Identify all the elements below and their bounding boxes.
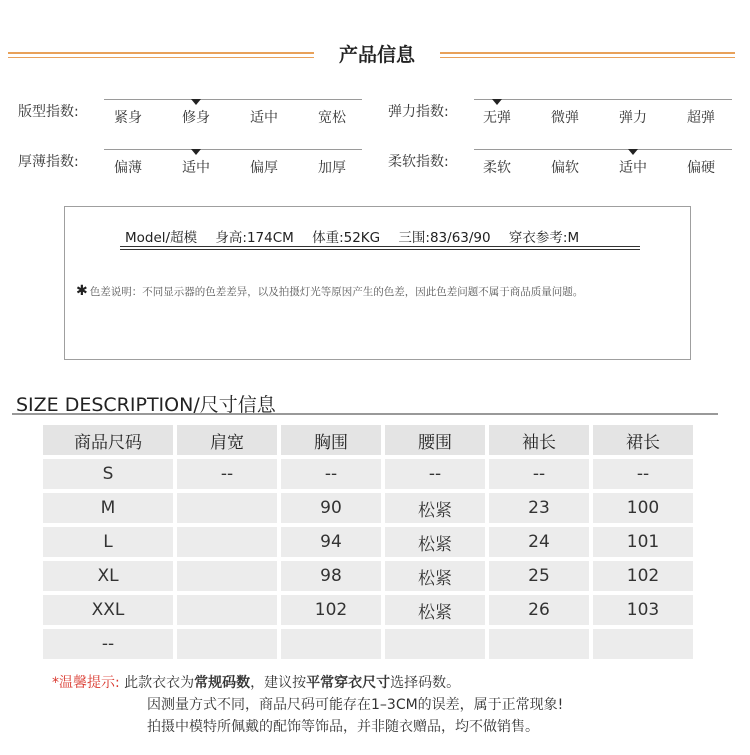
table-cell [177, 493, 277, 523]
table-cell [177, 595, 277, 625]
indicator-label-fit: 版型指数: [18, 104, 79, 120]
table-cell: XL [43, 561, 173, 591]
table-header-cell: 袖长 [489, 425, 589, 455]
table-cell: 102 [281, 595, 381, 625]
table-cell: 90 [281, 493, 381, 523]
indicator-option: 加厚 [318, 160, 346, 176]
asterisk-icon: ✱ [76, 283, 88, 299]
table-cell: -- [177, 459, 277, 489]
table-cell: 松紧 [385, 493, 485, 523]
size-section-divider [12, 413, 718, 415]
indicator-option: 偏薄 [114, 160, 142, 176]
indicator-option: 适中 [250, 110, 278, 126]
indicator-option: 弹力 [619, 110, 647, 126]
indicator-scale-line [474, 99, 732, 100]
table-cell: 102 [593, 561, 693, 591]
indicator-option: 柔软 [483, 160, 511, 176]
table-cell: 松紧 [385, 595, 485, 625]
table-cell: 98 [281, 561, 381, 591]
tips-text: 选择码数。 [390, 675, 461, 691]
table-header-cell: 肩宽 [177, 425, 277, 455]
indicator-scale-line [474, 149, 732, 150]
selected-marker-icon [191, 149, 201, 155]
table-cell [385, 629, 485, 659]
tips-emphasis: 平常穿衣尺寸 [306, 675, 391, 691]
header-divider-right [440, 52, 735, 54]
model-info-line [125, 226, 593, 246]
table-cell [177, 527, 277, 557]
table-cell: 23 [489, 493, 589, 523]
model-measurements: 三围:83/63/90 [398, 230, 491, 246]
indicator-option: 适中 [619, 160, 647, 176]
table-header-cell: 腰围 [385, 425, 485, 455]
table-cell: 松紧 [385, 527, 485, 557]
table-cell [593, 629, 693, 659]
indicator-option: 偏硬 [687, 160, 715, 176]
note-text: 色差说明：不同显示器的色差差异，以及拍摄灯光等原因产生的色差，因此色差问题不属于商品质量问题。 [89, 286, 584, 298]
model-height: 身高:174CM [215, 230, 294, 246]
selected-marker-icon [191, 99, 201, 105]
selected-marker-icon [628, 149, 638, 155]
tips-emphasis: 常规码数 [194, 675, 251, 691]
table-cell [281, 629, 381, 659]
model-info-underline [120, 246, 640, 247]
indicator-option: 适中 [182, 160, 210, 176]
table-cell: 101 [593, 527, 693, 557]
tips-block [52, 672, 563, 738]
table-cell: L [43, 527, 173, 557]
indicator-label-thick: 厚薄指数: [18, 154, 79, 170]
indicator-option: 修身 [182, 110, 210, 126]
table-cell: M [43, 493, 173, 523]
tips-line-3: 拍摄中模特所佩戴的配饰等饰品，并非随衣赠品，均不做销售。 [147, 719, 539, 735]
table-cell: 25 [489, 561, 589, 591]
color-difference-note [76, 283, 583, 299]
table-header-cell: 胸围 [281, 425, 381, 455]
tips-line-2: 因测量方式不同，商品尺码可能存在1–3CM的误差，属于正常现象! [147, 697, 564, 713]
table-cell: -- [489, 459, 589, 489]
table-cell: 24 [489, 527, 589, 557]
table-cell: -- [281, 459, 381, 489]
table-cell: 94 [281, 527, 381, 557]
section-title-product-info: 产品信息 [338, 44, 415, 66]
table-cell: 100 [593, 493, 693, 523]
tips-line-1 [52, 672, 563, 694]
table-cell: S [43, 459, 173, 489]
table-cell [489, 629, 589, 659]
indicator-scale-line [104, 149, 362, 150]
table-cell: -- [593, 459, 693, 489]
indicator-label-elastic: 弹力指数: [388, 104, 449, 120]
table-cell [177, 629, 277, 659]
tips-text: 此款衣衣为 [119, 675, 195, 691]
indicator-label-soft: 柔软指数: [388, 154, 449, 170]
table-cell: -- [43, 629, 173, 659]
tips-prefix: *温馨提示: [52, 675, 120, 691]
indicator-option: 超弹 [687, 110, 715, 126]
model-name: Model/超模 [125, 230, 198, 246]
table-cell: 松紧 [385, 561, 485, 591]
model-size: 穿衣参考:M [508, 230, 580, 246]
indicator-option: 宽松 [318, 110, 346, 126]
table-cell: -- [385, 459, 485, 489]
table-cell [177, 561, 277, 591]
indicator-scale-line [104, 99, 362, 100]
indicator-option: 无弹 [483, 110, 511, 126]
indicator-option: 偏软 [551, 160, 579, 176]
header-divider-left [8, 52, 314, 54]
table-cell: 26 [489, 595, 589, 625]
size-section-title: SIZE DESCRIPTION/尺寸信息 [16, 394, 276, 416]
indicator-option: 微弹 [551, 110, 579, 126]
table-cell: XXL [43, 595, 173, 625]
tips-text: ，建议按 [250, 675, 307, 691]
table-header-cell: 商品尺码 [43, 425, 173, 455]
model-weight: 体重:52KG [312, 230, 381, 246]
selected-marker-icon [492, 99, 502, 105]
indicator-option: 偏厚 [250, 160, 278, 176]
table-header-cell: 裙长 [593, 425, 693, 455]
indicator-option: 紧身 [114, 110, 142, 126]
table-cell: 103 [593, 595, 693, 625]
